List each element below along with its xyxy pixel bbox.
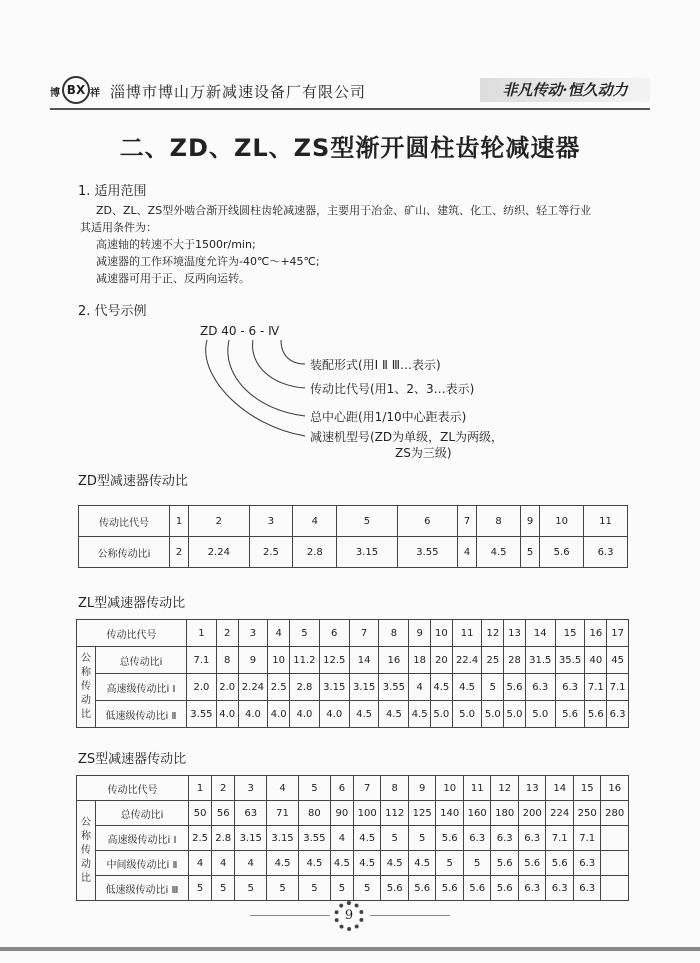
ratio-cell: 6.3 <box>573 851 601 876</box>
code-cell: 6 <box>397 506 457 537</box>
ratio-cell: 125 <box>408 801 436 826</box>
header-divider <box>50 108 650 110</box>
ratio-cell: 4.5 <box>452 674 482 701</box>
scope-line: 减速器的工作环境温度允许为-40℃～+45℃; <box>96 255 320 268</box>
code-cell: 3 <box>235 776 267 801</box>
code-cell: 4 <box>293 506 337 537</box>
model-code-example: ZD 40 - 6 - Ⅳ <box>200 324 280 338</box>
ratio-cell: 4 <box>189 851 212 876</box>
empty-cell <box>601 826 629 851</box>
ratio-cell: 100 <box>353 801 381 826</box>
ratio-cell: 6.3 <box>463 826 491 851</box>
ratio-cell: 45 <box>607 647 629 674</box>
code-cell: 15 <box>555 620 585 647</box>
code-cell: 7 <box>458 506 477 537</box>
ratio-cell: 5 <box>353 876 381 901</box>
code-label-model-cont: ZS为三级) <box>395 446 452 460</box>
row-header: 公称传动比i <box>79 537 170 568</box>
ratio-cell: 4 <box>235 851 267 876</box>
ratio-cell: 5.6 <box>436 876 464 901</box>
ratio-cell: 3.55 <box>298 826 330 851</box>
table-row <box>77 674 629 701</box>
ratio-cell: 22.4 <box>452 647 482 674</box>
ratio-cell: 180 <box>491 801 519 826</box>
code-cell: 1 <box>170 506 189 537</box>
ratio-cell: 5.6 <box>518 851 546 876</box>
ratio-cell: 4.0 <box>216 701 238 728</box>
code-cell: 4 <box>268 620 290 647</box>
ratio-cell: 20 <box>430 647 452 674</box>
ratio-cell: 5.6 <box>408 876 436 901</box>
ratio-cell: 2.5 <box>268 674 290 701</box>
code-cell: 5 <box>290 620 320 647</box>
ratio-cell: 5 <box>298 876 330 901</box>
ratio-cell: 10 <box>268 647 290 674</box>
ratio-cell: 5 <box>381 826 409 851</box>
code-cell: 1 <box>189 776 212 801</box>
logo-emblem: BX <box>62 76 90 104</box>
code-label-ratio: 传动比代号(用1、2、3…表示) <box>310 382 475 396</box>
code-cell: 13 <box>504 620 526 647</box>
ratio-cell: 2.0 <box>187 674 217 701</box>
ratio-cell: 7.1 <box>573 826 601 851</box>
scope-line: 高速轴的转速不大于1500r/min; <box>96 238 256 251</box>
zd-ratio-table <box>78 505 628 568</box>
ratio-cell: 5.6 <box>540 537 584 568</box>
group-header: 公称传动比 <box>77 801 96 901</box>
scope-line: 减速器可用于正、反两向运转。 <box>96 272 250 285</box>
table-row <box>79 506 628 537</box>
zd-table-title: ZD型减速器传动比 <box>78 474 188 489</box>
ratio-cell: 3.55 <box>187 701 217 728</box>
code-label-model: 减速机型号(ZD为单级，ZL为两级， <box>310 430 504 444</box>
table-row <box>77 851 629 876</box>
ratio-cell: 5 <box>235 876 267 901</box>
code-cell: 10 <box>540 506 584 537</box>
ratio-cell: 6.3 <box>546 876 574 901</box>
slogan: 非凡传动·恒久动力 <box>480 78 650 102</box>
ratio-cell: 18 <box>409 647 431 674</box>
footer-line-right <box>370 915 450 916</box>
code-cell: 9 <box>409 620 431 647</box>
scope-line: 其适用条件为： <box>80 221 157 234</box>
ratio-cell: 6.3 <box>518 826 546 851</box>
ratio-cell: 5.6 <box>436 826 464 851</box>
ratio-cell: 2.8 <box>293 537 337 568</box>
ratio-cell: 5.6 <box>463 876 491 901</box>
ratio-cell: 2.5 <box>189 826 212 851</box>
code-cell: 16 <box>585 620 607 647</box>
ratio-cell: 5 <box>408 826 436 851</box>
ratio-cell: 4.5 <box>267 851 299 876</box>
company-logo <box>50 76 110 106</box>
ratio-cell: 3.55 <box>379 674 409 701</box>
table-row <box>79 537 628 568</box>
code-label-assembly: 装配形式(用Ⅰ Ⅱ Ⅲ…表示) <box>310 358 441 372</box>
code-cell: 8 <box>379 620 409 647</box>
ratio-cell: 9 <box>238 647 268 674</box>
code-cell: 14 <box>546 776 574 801</box>
ratio-cell: 31.5 <box>525 647 555 674</box>
row-header: 传动比代号 <box>77 620 187 647</box>
code-cell: 7 <box>349 620 379 647</box>
ratio-cell: 5 <box>189 876 212 901</box>
ratio-cell: 4.5 <box>298 851 330 876</box>
ratio-cell: 7.1 <box>187 647 217 674</box>
ratio-cell: 5.6 <box>546 851 574 876</box>
table-row <box>77 620 629 647</box>
code-cell: 2 <box>189 506 249 537</box>
page-number-gear: 9 <box>334 901 364 931</box>
ratio-cell: 6.3 <box>573 876 601 901</box>
logo-right-char: 祥 <box>90 88 100 99</box>
section-heading-code-example: 2. 代号示例 <box>78 304 147 319</box>
table-row <box>77 701 629 728</box>
ratio-cell: 5 <box>482 674 504 701</box>
ratio-cell: 12.5 <box>319 647 349 674</box>
table-row <box>77 826 629 851</box>
code-cell: 9 <box>408 776 436 801</box>
code-cell: 1 <box>187 620 217 647</box>
code-cell: 8 <box>477 506 521 537</box>
ratio-cell: 200 <box>518 801 546 826</box>
ratio-cell: 2.24 <box>189 537 249 568</box>
ratio-cell: 5.0 <box>452 701 482 728</box>
ratio-cell: 35.5 <box>555 647 585 674</box>
ratio-cell: 5 <box>463 851 491 876</box>
ratio-cell: 4 <box>330 826 353 851</box>
code-cell: 10 <box>430 620 452 647</box>
ratio-cell: 140 <box>436 801 464 826</box>
header <box>50 74 650 108</box>
ratio-cell: 4.5 <box>381 851 409 876</box>
ratio-cell: 3.15 <box>337 537 397 568</box>
code-cell: 3 <box>249 506 293 537</box>
row-header: 中间级传动比i Ⅱ <box>96 851 189 876</box>
ratio-cell: 4.5 <box>409 701 431 728</box>
ratio-cell: 2.24 <box>238 674 268 701</box>
code-cell: 6 <box>330 776 353 801</box>
ratio-cell: 5.0 <box>430 701 452 728</box>
ratio-cell: 4.0 <box>319 701 349 728</box>
ratio-cell: 4 <box>409 674 431 701</box>
ratio-cell: 4.5 <box>349 701 379 728</box>
ratio-cell: 11.2 <box>290 647 320 674</box>
ratio-cell: 25 <box>482 647 504 674</box>
ratio-cell: 5.6 <box>491 851 519 876</box>
empty-cell <box>601 876 629 901</box>
ratio-cell: 16 <box>379 647 409 674</box>
code-cell: 11 <box>584 506 628 537</box>
ratio-cell: 71 <box>267 801 299 826</box>
ratio-cell: 5 <box>521 537 540 568</box>
ratio-cell: 40 <box>585 647 607 674</box>
ratio-cell: 6.3 <box>607 701 629 728</box>
ratio-cell: 6.3 <box>491 826 519 851</box>
ratio-cell: 6.3 <box>518 876 546 901</box>
code-cell: 3 <box>238 620 268 647</box>
ratio-cell: 4.0 <box>268 701 290 728</box>
zl-ratio-table <box>76 619 629 728</box>
code-cell: 12 <box>491 776 519 801</box>
ratio-cell: 2.0 <box>216 674 238 701</box>
table-row <box>77 876 629 901</box>
zl-table-title: ZL型减速器传动比 <box>78 596 186 611</box>
row-header: 高速级传动比i Ⅰ <box>96 826 189 851</box>
ratio-cell: 6.3 <box>525 674 555 701</box>
table-row <box>77 801 629 826</box>
ratio-cell: 4 <box>212 851 235 876</box>
code-cell: 9 <box>521 506 540 537</box>
ratio-cell: 80 <box>298 801 330 826</box>
logo-left-char: 博 <box>50 88 60 99</box>
ratio-cell: 5 <box>267 876 299 901</box>
row-header: 总传动比i <box>96 801 189 826</box>
ratio-cell: 5.0 <box>482 701 504 728</box>
code-cell: 2 <box>216 620 238 647</box>
ratio-cell: 4.5 <box>353 826 381 851</box>
ratio-cell: 3.15 <box>235 826 267 851</box>
code-cell: 5 <box>298 776 330 801</box>
row-header: 低速级传动比i Ⅱ <box>96 701 187 728</box>
ratio-cell: 8 <box>216 647 238 674</box>
company-name: 淄博市博山万新减速设备厂有限公司 <box>110 83 367 101</box>
table-row <box>77 647 629 674</box>
ratio-cell: 4.5 <box>408 851 436 876</box>
code-cell: 10 <box>436 776 464 801</box>
ratio-cell: 56 <box>212 801 235 826</box>
footer-line-left <box>250 915 330 916</box>
code-cell: 8 <box>381 776 409 801</box>
code-cell: 5 <box>337 506 397 537</box>
ratio-cell: 4 <box>458 537 477 568</box>
ratio-cell: 5 <box>330 876 353 901</box>
code-cell: 13 <box>518 776 546 801</box>
ratio-cell: 6.3 <box>555 674 585 701</box>
code-cell: 7 <box>353 776 381 801</box>
section-heading-scope: 1. 适用范围 <box>78 184 147 199</box>
ratio-cell: 4.5 <box>430 674 452 701</box>
code-cell: 4 <box>267 776 299 801</box>
ratio-cell: 3.15 <box>349 674 379 701</box>
ratio-cell: 5.6 <box>555 701 585 728</box>
row-header: 低速级传动比i Ⅲ <box>96 876 189 901</box>
code-cell: 11 <box>463 776 491 801</box>
ratio-cell: 2.8 <box>290 674 320 701</box>
ratio-cell: 7.1 <box>546 826 574 851</box>
footer-bar <box>0 947 700 951</box>
ratio-cell: 224 <box>546 801 574 826</box>
ratio-cell: 5 <box>212 876 235 901</box>
code-connector-lines <box>195 336 315 446</box>
code-cell: 14 <box>525 620 555 647</box>
ratio-cell: 5.0 <box>504 701 526 728</box>
ratio-cell: 280 <box>601 801 629 826</box>
row-header: 高速级传动比i Ⅰ <box>96 674 187 701</box>
ratio-cell: 3.15 <box>267 826 299 851</box>
ratio-cell: 7.1 <box>607 674 629 701</box>
ratio-cell: 90 <box>330 801 353 826</box>
ratio-cell: 63 <box>235 801 267 826</box>
scope-paragraph <box>80 202 648 287</box>
row-header: 总传动比i <box>96 647 187 674</box>
table-row <box>77 776 629 801</box>
ratio-cell: 4.5 <box>379 701 409 728</box>
code-cell: 15 <box>573 776 601 801</box>
ratio-cell: 5.6 <box>504 674 526 701</box>
ratio-cell: 4.0 <box>290 701 320 728</box>
code-cell: 17 <box>607 620 629 647</box>
ratio-cell: 50 <box>189 801 212 826</box>
ratio-cell: 5.6 <box>491 876 519 901</box>
code-cell: 12 <box>482 620 504 647</box>
ratio-cell: 14 <box>349 647 379 674</box>
code-cell: 2 <box>212 776 235 801</box>
empty-cell <box>601 851 629 876</box>
page-title: 二、ZD、ZL、ZS型渐开圆柱齿轮减速器 <box>119 134 581 162</box>
ratio-cell: 250 <box>573 801 601 826</box>
ratio-cell: 6.3 <box>584 537 628 568</box>
ratio-cell: 112 <box>381 801 409 826</box>
ratio-cell: 2 <box>170 537 189 568</box>
ratio-cell: 4.5 <box>477 537 521 568</box>
code-cell: 16 <box>601 776 629 801</box>
ratio-cell: 4.5 <box>353 851 381 876</box>
code-label-center-distance: 总中心距(用1/10中心距表示) <box>310 410 467 424</box>
ratio-cell: 2.5 <box>249 537 293 568</box>
scope-line: ZD、ZL、ZS型外啮合渐开线圆柱齿轮减速器，主要用于冶金、矿山、建筑、化工、纺织、轻工等行业 <box>96 204 592 217</box>
zs-table-title: ZS型减速器传动比 <box>78 752 187 767</box>
row-header: 传动比代号 <box>79 506 170 537</box>
ratio-cell: 160 <box>463 801 491 826</box>
row-header: 传动比代号 <box>77 776 189 801</box>
group-header: 公称传动比 <box>77 647 96 728</box>
ratio-cell: 5 <box>436 851 464 876</box>
ratio-cell: 5.6 <box>585 701 607 728</box>
zs-ratio-table <box>76 775 629 901</box>
ratio-cell: 2.8 <box>212 826 235 851</box>
code-cell: 11 <box>452 620 482 647</box>
ratio-cell: 3.55 <box>397 537 457 568</box>
ratio-cell: 4.0 <box>238 701 268 728</box>
ratio-cell: 7.1 <box>585 674 607 701</box>
ratio-cell: 5.0 <box>525 701 555 728</box>
ratio-cell: 3.15 <box>319 674 349 701</box>
code-cell: 6 <box>319 620 349 647</box>
ratio-cell: 28 <box>504 647 526 674</box>
ratio-cell: 5.6 <box>381 876 409 901</box>
ratio-cell: 4.5 <box>330 851 353 876</box>
